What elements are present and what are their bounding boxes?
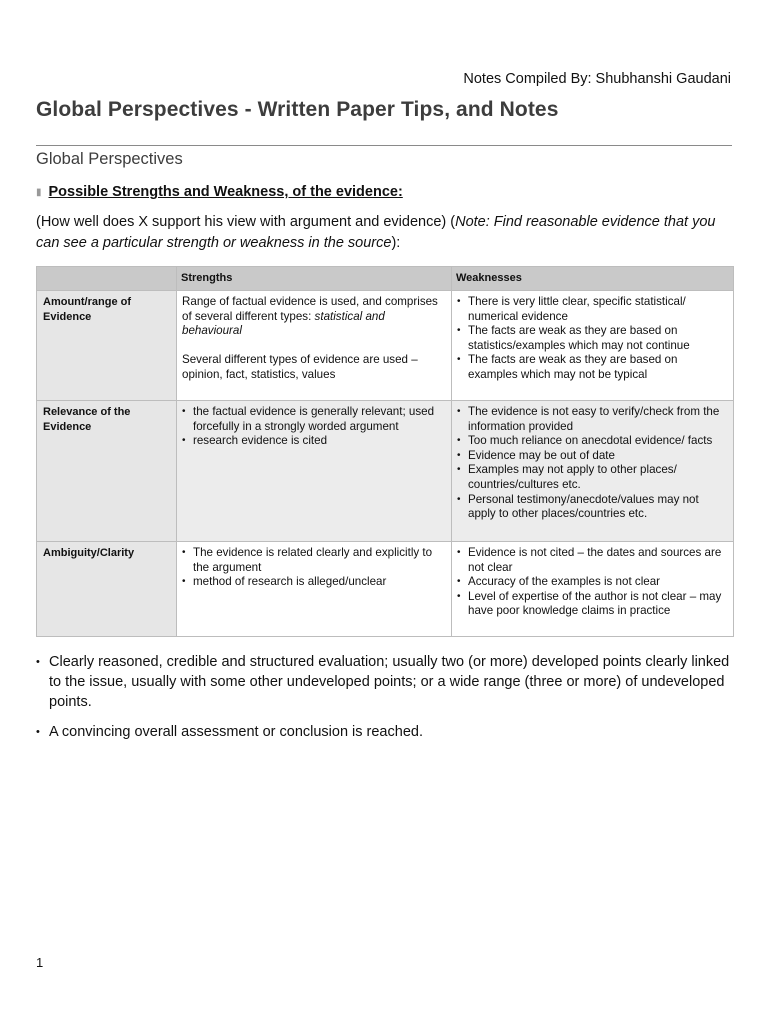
page-title: Global Perspectives - Written Paper Tips, and Notes	[36, 98, 559, 121]
list-item: • There is very little clear, specific statistical/ numerical evidence	[457, 295, 728, 324]
list-item: • Accuracy of the examples is not clear	[457, 575, 728, 590]
page-number: 1	[36, 955, 44, 970]
strengths-paragraph	[182, 295, 446, 339]
list-item: • The evidence is not easy to verify/check from the information provided	[457, 405, 728, 434]
compiled-by-note: Notes Compiled By: Shubhanshi Gaudani	[463, 71, 731, 87]
table-header-blank	[37, 267, 177, 291]
bullet-marker-icon: ▮	[36, 186, 42, 198]
strengths-italic: statistical and behavioural	[182, 309, 385, 338]
evidence-table	[36, 266, 734, 637]
list-item: • Examples may not apply to other places/ countries/cultures etc.	[457, 463, 728, 492]
row-label: Amount/range of Evidence	[37, 291, 177, 401]
subheading-text: Possible Strengths and Weakness, of the evidence:	[48, 184, 403, 200]
list-item: • Too much reliance on anecdotal evidence/ facts	[457, 434, 728, 449]
table-row	[37, 542, 734, 637]
list-item: • Clearly reasoned, credible and structured evaluation; usually two (or more) developed points clearly linked to the issue, usually with some other undeveloped points; or a wide range (three or more) of undeveloped points.	[36, 652, 736, 712]
intro-text-end: ):	[391, 234, 401, 251]
weaknesses-cell	[452, 291, 734, 401]
table-row	[37, 401, 734, 542]
strengths-cell	[177, 401, 452, 542]
list-item: • The facts are weak as they are based on examples which may not be typical	[457, 353, 728, 382]
strengths-paragraph: Several different types of evidence are used – opinion, fact, statistics, values	[182, 353, 418, 381]
list-item: • The evidence is related clearly and explicitly to the argument	[182, 546, 446, 575]
list-item: • Personal testimony/anecdote/values may not apply to other places/countries etc.	[457, 493, 728, 522]
section-heading: Global Perspectives	[36, 150, 183, 168]
table-header-row	[37, 267, 734, 291]
list-item: • Evidence may be out of date	[457, 449, 728, 464]
list-item: • the factual evidence is generally relevant; used forcefully in a strongly worded argument	[182, 405, 446, 434]
list-item: • Level of expertise of the author is not clear – may have poor knowledge claims in practice	[457, 590, 728, 619]
intro-paragraph	[36, 212, 732, 253]
row-label: Relevance of the Evidence	[37, 401, 177, 542]
table-header-weaknesses: Weaknesses	[452, 267, 734, 291]
strengths-text: Range of factual evidence is used, and comprises of several different types:	[182, 295, 438, 323]
title-divider	[36, 145, 732, 146]
intro-text: (How well does X support his view with argument and evidence) (	[36, 214, 456, 230]
strengths-cell	[177, 542, 452, 637]
weaknesses-cell	[452, 401, 734, 542]
table-row	[37, 291, 734, 401]
list-item: • method of research is alleged/unclear	[182, 575, 446, 590]
list-item: • research evidence is cited	[182, 434, 446, 449]
weaknesses-cell	[452, 542, 734, 637]
list-item: • Evidence is not cited – the dates and sources are not clear	[457, 546, 728, 575]
table-header-strengths: Strengths	[177, 267, 452, 291]
intro-note: Note: Find reasonable evidence that you can see a particular strength or weakness in the source	[36, 214, 716, 251]
subheading	[36, 184, 403, 200]
list-item: • A convincing overall assessment or conclusion is reached.	[36, 722, 736, 742]
row-label: Ambiguity/Clarity	[37, 542, 177, 637]
list-item: • The facts are weak as they are based on statistics/examples which may not continue	[457, 324, 728, 353]
strengths-cell	[177, 291, 452, 401]
evaluation-points	[36, 652, 736, 752]
